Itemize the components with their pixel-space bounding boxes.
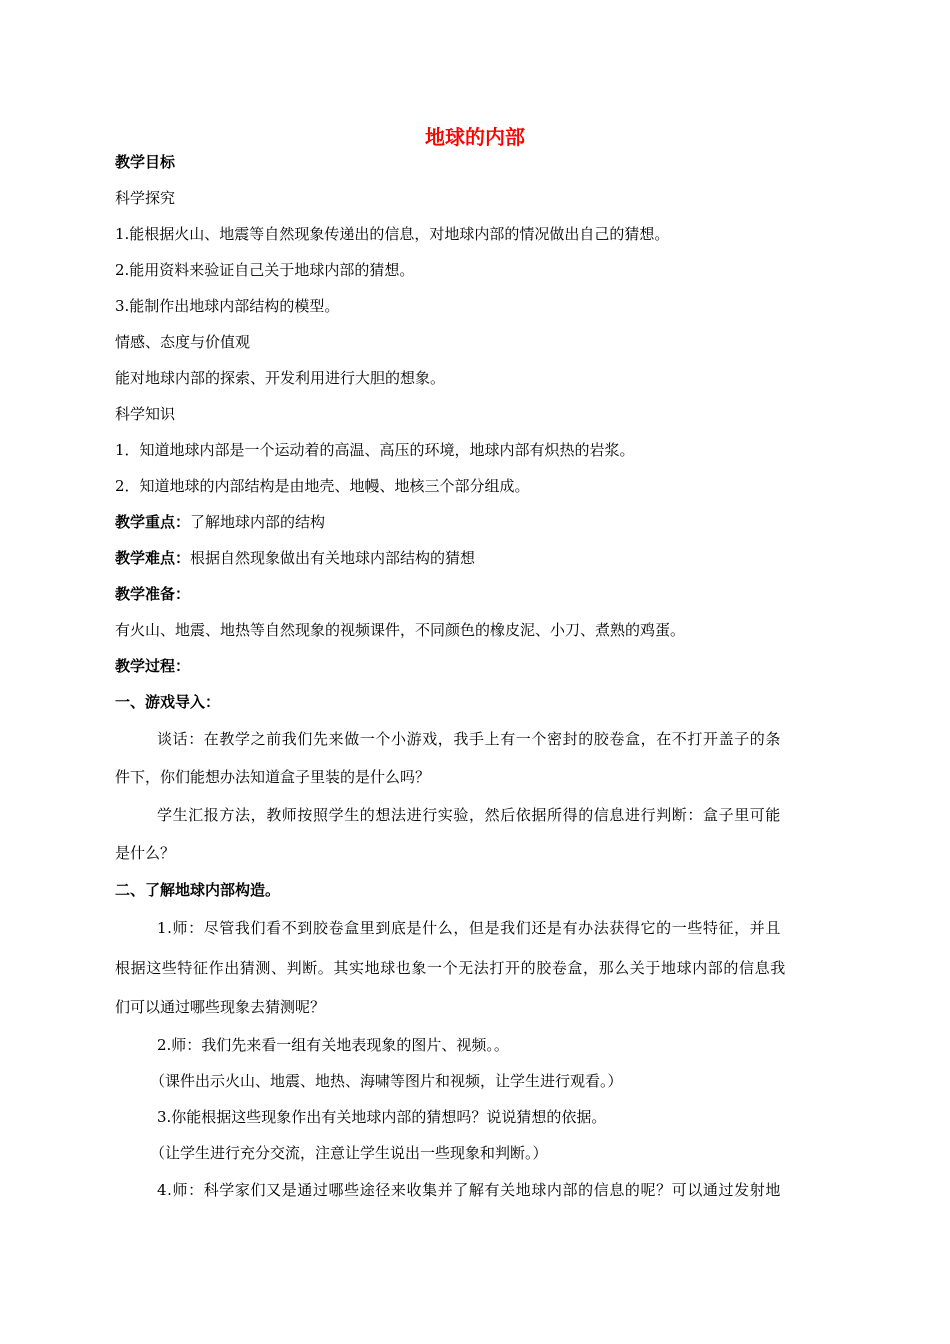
section2-item2-note: （课件出示火山、地震、地热、海啸等图片和视频，让学生进行观看。） bbox=[150, 1072, 623, 1090]
preparation-text: 有火山、地震、地热等自然现象的视频课件，不同颜色的橡皮泥、小刀、煮熟的鸡蛋。 bbox=[115, 621, 686, 639]
knowledge-item-2: 2．知道地球的内部结构是由地壳、地幔、地核三个部分组成。 bbox=[115, 477, 530, 495]
section2-item1-line1: 1.师：尽管我们看不到胶卷盒里到底是什么，但是我们还是有办法获得它的一些特征，并且 bbox=[157, 919, 781, 937]
knowledge-heading: 科学知识 bbox=[115, 405, 176, 423]
emotion-heading: 情感、态度与价值观 bbox=[115, 333, 251, 351]
section2-heading: 二、了解地球内部构造。 bbox=[115, 881, 281, 899]
section1-para2-line2: 是什么？ bbox=[115, 844, 176, 862]
section2-item1-line2: 根据这些特征作出猜测、判断。其实地球也象一个无法打开的胶卷盒，那么关于地球内部的信息我 bbox=[115, 959, 786, 977]
key-point-row bbox=[115, 512, 840, 532]
section2-item3-note: （让学生进行充分交流，注意让学生说出一些现象和判断。） bbox=[150, 1144, 548, 1162]
key-point-label: 教学重点： bbox=[115, 513, 191, 531]
section2-item4-line1: 4.师：科学家们又是通过哪些途径来收集并了解有关地球内部的信息的呢？可以通过发射地 bbox=[157, 1181, 781, 1199]
inquiry-item-2: 2.能用资料来验证自己关于地球内部的猜想。 bbox=[115, 261, 415, 279]
difficulty-label: 教学难点： bbox=[115, 549, 191, 567]
inquiry-heading: 科学探究 bbox=[115, 189, 176, 207]
process-label: 教学过程： bbox=[115, 657, 191, 675]
section1-para1-line2: 件下，你们能想办法知道盒子里装的是什么吗？ bbox=[115, 768, 431, 786]
emotion-text: 能对地球内部的探索、开发利用进行大胆的想象。 bbox=[115, 369, 446, 387]
section1-heading: 一、游戏导入： bbox=[115, 693, 221, 711]
section1-para1-line1: 谈话：在教学之前我们先来做一个小游戏，我手上有一个密封的胶卷盒，在不打开盖子的条 bbox=[157, 730, 782, 748]
objectives-heading: 教学目标 bbox=[115, 153, 176, 171]
difficulty-row bbox=[115, 548, 840, 568]
difficulty-text: 根据自然现象做出有关地球内部结构的猜想 bbox=[190, 549, 476, 567]
section1-para2-line1: 学生汇报方法，教师按照学生的想法进行实验，然后依据所得的信息进行判断：盒子里可能 bbox=[157, 806, 782, 824]
section2-item2: 2.师：我们先来看一组有关地表现象的图片、视频。。 bbox=[157, 1036, 509, 1054]
section2-item3: 3.你能根据这些现象作出有关地球内部的猜想吗？说说猜想的依据。 bbox=[157, 1108, 607, 1126]
section2-item1-line3: 们可以通过哪些现象去猜测呢？ bbox=[115, 998, 326, 1016]
inquiry-item-1: 1.能根据火山、地震等自然现象传递出的信息，对地球内部的情况做出自己的猜想。 bbox=[115, 225, 670, 243]
inquiry-item-3: 3.能制作出地球内部结构的模型。 bbox=[115, 297, 340, 315]
knowledge-item-1: 1．知道地球内部是一个运动着的高温、高压的环境，地球内部有炽热的岩浆。 bbox=[115, 441, 635, 459]
page-title: 地球的内部 bbox=[425, 125, 525, 149]
key-point-text: 了解地球内部的结构 bbox=[190, 513, 326, 531]
preparation-label: 教学准备： bbox=[115, 585, 191, 603]
